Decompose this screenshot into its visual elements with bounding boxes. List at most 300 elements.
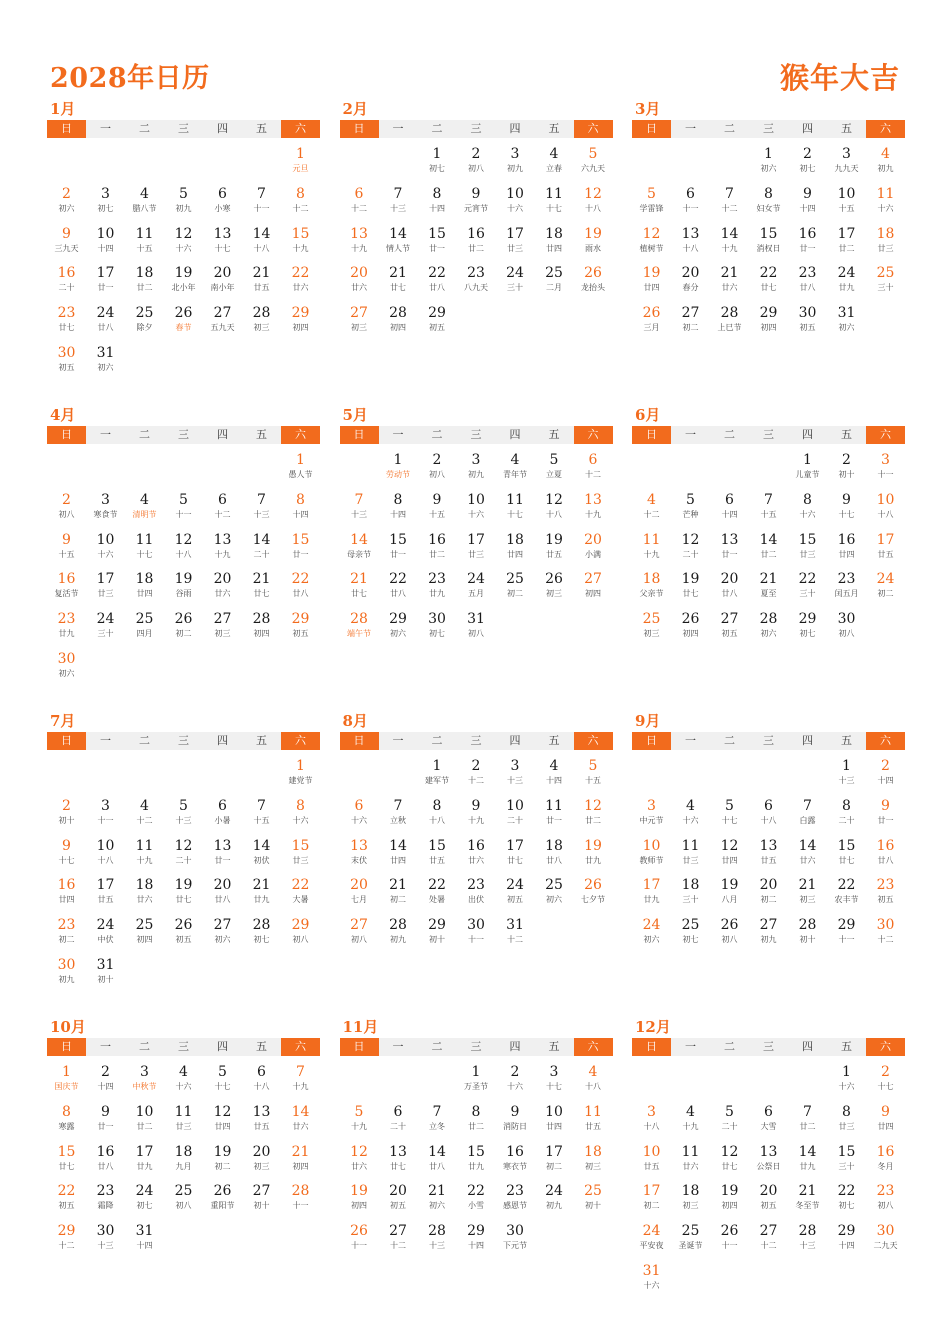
day-cell[interactable] bbox=[457, 834, 496, 874]
day-cell[interactable] bbox=[86, 488, 125, 528]
day-cell[interactable] bbox=[457, 1140, 496, 1180]
day-cell[interactable] bbox=[379, 261, 418, 301]
day-cell[interactable] bbox=[242, 261, 281, 301]
day-cell[interactable] bbox=[671, 301, 710, 341]
day-cell[interactable] bbox=[457, 448, 496, 488]
day-cell[interactable] bbox=[457, 142, 496, 182]
day-cell[interactable] bbox=[788, 1179, 827, 1219]
day-cell[interactable] bbox=[242, 1179, 281, 1219]
day-cell[interactable] bbox=[496, 488, 535, 528]
day-cell[interactable] bbox=[749, 301, 788, 341]
day-cell[interactable] bbox=[86, 341, 125, 381]
day-cell[interactable] bbox=[632, 1100, 671, 1140]
day-cell[interactable] bbox=[125, 488, 164, 528]
day-cell[interactable] bbox=[535, 261, 574, 301]
day-cell[interactable] bbox=[632, 607, 671, 647]
day-cell[interactable] bbox=[86, 1179, 125, 1219]
day-cell[interactable] bbox=[710, 913, 749, 953]
day-cell[interactable] bbox=[749, 794, 788, 834]
day-cell[interactable] bbox=[203, 873, 242, 913]
day-cell[interactable] bbox=[710, 567, 749, 607]
day-cell[interactable] bbox=[535, 182, 574, 222]
day-cell[interactable] bbox=[866, 1060, 905, 1100]
day-cell[interactable] bbox=[749, 1219, 788, 1259]
day-cell[interactable] bbox=[496, 182, 535, 222]
day-cell[interactable] bbox=[574, 182, 613, 222]
day-cell[interactable] bbox=[125, 1060, 164, 1100]
day-cell[interactable] bbox=[203, 913, 242, 953]
day-cell[interactable] bbox=[164, 913, 203, 953]
day-cell[interactable] bbox=[574, 754, 613, 794]
day-cell[interactable] bbox=[496, 1060, 535, 1100]
day-cell[interactable] bbox=[281, 261, 320, 301]
day-cell[interactable] bbox=[457, 261, 496, 301]
day-cell[interactable] bbox=[340, 182, 379, 222]
day-cell[interactable] bbox=[281, 913, 320, 953]
day-cell[interactable] bbox=[535, 528, 574, 568]
day-cell[interactable] bbox=[203, 834, 242, 874]
day-cell[interactable] bbox=[418, 607, 457, 647]
day-cell[interactable] bbox=[47, 528, 86, 568]
day-cell[interactable] bbox=[671, 1140, 710, 1180]
day-cell[interactable] bbox=[457, 567, 496, 607]
day-cell[interactable] bbox=[749, 261, 788, 301]
day-cell[interactable] bbox=[379, 1219, 418, 1259]
day-cell[interactable] bbox=[379, 488, 418, 528]
day-cell[interactable] bbox=[340, 607, 379, 647]
day-cell[interactable] bbox=[632, 1259, 671, 1299]
day-cell[interactable] bbox=[242, 794, 281, 834]
day-cell[interactable] bbox=[86, 913, 125, 953]
day-cell[interactable] bbox=[671, 607, 710, 647]
day-cell[interactable] bbox=[281, 301, 320, 341]
day-cell[interactable] bbox=[340, 261, 379, 301]
day-cell[interactable] bbox=[788, 488, 827, 528]
day-cell[interactable] bbox=[203, 528, 242, 568]
day-cell[interactable] bbox=[866, 142, 905, 182]
day-cell[interactable] bbox=[788, 301, 827, 341]
day-cell[interactable] bbox=[203, 1060, 242, 1100]
day-cell[interactable] bbox=[164, 488, 203, 528]
day-cell[interactable] bbox=[749, 222, 788, 262]
day-cell[interactable] bbox=[827, 873, 866, 913]
day-cell[interactable] bbox=[164, 182, 203, 222]
day-cell[interactable] bbox=[788, 567, 827, 607]
day-cell[interactable] bbox=[671, 488, 710, 528]
day-cell[interactable] bbox=[242, 567, 281, 607]
day-cell[interactable] bbox=[749, 142, 788, 182]
day-cell[interactable] bbox=[496, 1179, 535, 1219]
day-cell[interactable] bbox=[457, 1100, 496, 1140]
day-cell[interactable] bbox=[242, 834, 281, 874]
day-cell[interactable] bbox=[788, 448, 827, 488]
day-cell[interactable] bbox=[281, 873, 320, 913]
day-cell[interactable] bbox=[710, 301, 749, 341]
day-cell[interactable] bbox=[418, 301, 457, 341]
day-cell[interactable] bbox=[281, 528, 320, 568]
day-cell[interactable] bbox=[671, 528, 710, 568]
day-cell[interactable] bbox=[340, 567, 379, 607]
day-cell[interactable] bbox=[535, 873, 574, 913]
day-cell[interactable] bbox=[866, 222, 905, 262]
day-cell[interactable] bbox=[535, 1060, 574, 1100]
day-cell[interactable] bbox=[457, 488, 496, 528]
day-cell[interactable] bbox=[710, 261, 749, 301]
day-cell[interactable] bbox=[418, 182, 457, 222]
day-cell[interactable] bbox=[379, 301, 418, 341]
day-cell[interactable] bbox=[125, 873, 164, 913]
day-cell[interactable] bbox=[827, 488, 866, 528]
day-cell[interactable] bbox=[281, 1060, 320, 1100]
day-cell[interactable] bbox=[379, 222, 418, 262]
day-cell[interactable] bbox=[86, 1060, 125, 1100]
day-cell[interactable] bbox=[281, 834, 320, 874]
day-cell[interactable] bbox=[788, 1140, 827, 1180]
day-cell[interactable] bbox=[749, 1140, 788, 1180]
day-cell[interactable] bbox=[632, 794, 671, 834]
day-cell[interactable] bbox=[281, 142, 320, 182]
day-cell[interactable] bbox=[340, 1140, 379, 1180]
day-cell[interactable] bbox=[164, 607, 203, 647]
day-cell[interactable] bbox=[671, 1179, 710, 1219]
day-cell[interactable] bbox=[574, 142, 613, 182]
day-cell[interactable] bbox=[866, 873, 905, 913]
day-cell[interactable] bbox=[671, 834, 710, 874]
day-cell[interactable] bbox=[340, 488, 379, 528]
day-cell[interactable] bbox=[418, 222, 457, 262]
day-cell[interactable] bbox=[866, 1179, 905, 1219]
day-cell[interactable] bbox=[496, 261, 535, 301]
day-cell[interactable] bbox=[788, 794, 827, 834]
day-cell[interactable] bbox=[827, 1140, 866, 1180]
day-cell[interactable] bbox=[457, 222, 496, 262]
day-cell[interactable] bbox=[242, 488, 281, 528]
day-cell[interactable] bbox=[203, 1179, 242, 1219]
day-cell[interactable] bbox=[203, 794, 242, 834]
day-cell[interactable] bbox=[496, 1100, 535, 1140]
day-cell[interactable] bbox=[379, 873, 418, 913]
day-cell[interactable] bbox=[574, 567, 613, 607]
day-cell[interactable] bbox=[281, 488, 320, 528]
day-cell[interactable] bbox=[749, 607, 788, 647]
day-cell[interactable] bbox=[418, 567, 457, 607]
day-cell[interactable] bbox=[47, 794, 86, 834]
day-cell[interactable] bbox=[203, 301, 242, 341]
day-cell[interactable] bbox=[496, 142, 535, 182]
day-cell[interactable] bbox=[632, 913, 671, 953]
day-cell[interactable] bbox=[242, 913, 281, 953]
day-cell[interactable] bbox=[632, 182, 671, 222]
day-cell[interactable] bbox=[535, 448, 574, 488]
day-cell[interactable] bbox=[535, 222, 574, 262]
day-cell[interactable] bbox=[379, 913, 418, 953]
day-cell[interactable] bbox=[47, 1060, 86, 1100]
day-cell[interactable] bbox=[340, 794, 379, 834]
day-cell[interactable] bbox=[632, 1179, 671, 1219]
day-cell[interactable] bbox=[86, 1140, 125, 1180]
day-cell[interactable] bbox=[496, 754, 535, 794]
day-cell[interactable] bbox=[632, 222, 671, 262]
day-cell[interactable] bbox=[788, 222, 827, 262]
day-cell[interactable] bbox=[866, 913, 905, 953]
day-cell[interactable] bbox=[379, 1100, 418, 1140]
day-cell[interactable] bbox=[242, 1060, 281, 1100]
day-cell[interactable] bbox=[788, 1100, 827, 1140]
day-cell[interactable] bbox=[47, 834, 86, 874]
day-cell[interactable] bbox=[47, 913, 86, 953]
day-cell[interactable] bbox=[632, 261, 671, 301]
day-cell[interactable] bbox=[827, 913, 866, 953]
day-cell[interactable] bbox=[866, 261, 905, 301]
day-cell[interactable] bbox=[574, 794, 613, 834]
day-cell[interactable] bbox=[827, 567, 866, 607]
day-cell[interactable] bbox=[242, 301, 281, 341]
day-cell[interactable] bbox=[86, 873, 125, 913]
day-cell[interactable] bbox=[418, 1219, 457, 1259]
day-cell[interactable] bbox=[788, 913, 827, 953]
day-cell[interactable] bbox=[47, 1100, 86, 1140]
day-cell[interactable] bbox=[710, 873, 749, 913]
day-cell[interactable] bbox=[574, 1060, 613, 1100]
day-cell[interactable] bbox=[203, 182, 242, 222]
day-cell[interactable] bbox=[281, 607, 320, 647]
day-cell[interactable] bbox=[418, 261, 457, 301]
day-cell[interactable] bbox=[866, 182, 905, 222]
day-cell[interactable] bbox=[788, 528, 827, 568]
day-cell[interactable] bbox=[281, 754, 320, 794]
day-cell[interactable] bbox=[47, 261, 86, 301]
day-cell[interactable] bbox=[125, 1100, 164, 1140]
day-cell[interactable] bbox=[574, 222, 613, 262]
day-cell[interactable] bbox=[242, 528, 281, 568]
day-cell[interactable] bbox=[496, 567, 535, 607]
day-cell[interactable] bbox=[125, 567, 164, 607]
day-cell[interactable] bbox=[710, 528, 749, 568]
day-cell[interactable] bbox=[632, 488, 671, 528]
day-cell[interactable] bbox=[496, 448, 535, 488]
day-cell[interactable] bbox=[535, 1140, 574, 1180]
day-cell[interactable] bbox=[86, 1100, 125, 1140]
day-cell[interactable] bbox=[86, 607, 125, 647]
day-cell[interactable] bbox=[164, 1100, 203, 1140]
day-cell[interactable] bbox=[671, 182, 710, 222]
day-cell[interactable] bbox=[749, 182, 788, 222]
day-cell[interactable] bbox=[866, 567, 905, 607]
day-cell[interactable] bbox=[574, 1100, 613, 1140]
day-cell[interactable] bbox=[203, 567, 242, 607]
day-cell[interactable] bbox=[535, 1100, 574, 1140]
day-cell[interactable] bbox=[86, 261, 125, 301]
day-cell[interactable] bbox=[457, 1060, 496, 1100]
day-cell[interactable] bbox=[379, 794, 418, 834]
day-cell[interactable] bbox=[379, 1140, 418, 1180]
day-cell[interactable] bbox=[827, 834, 866, 874]
day-cell[interactable] bbox=[496, 1140, 535, 1180]
day-cell[interactable] bbox=[827, 222, 866, 262]
day-cell[interactable] bbox=[164, 1140, 203, 1180]
day-cell[interactable] bbox=[457, 794, 496, 834]
day-cell[interactable] bbox=[457, 182, 496, 222]
day-cell[interactable] bbox=[418, 1179, 457, 1219]
day-cell[interactable] bbox=[281, 567, 320, 607]
day-cell[interactable] bbox=[340, 301, 379, 341]
day-cell[interactable] bbox=[671, 1100, 710, 1140]
day-cell[interactable] bbox=[788, 261, 827, 301]
day-cell[interactable] bbox=[340, 222, 379, 262]
day-cell[interactable] bbox=[164, 834, 203, 874]
day-cell[interactable] bbox=[574, 488, 613, 528]
day-cell[interactable] bbox=[632, 567, 671, 607]
day-cell[interactable] bbox=[379, 607, 418, 647]
day-cell[interactable] bbox=[457, 528, 496, 568]
day-cell[interactable] bbox=[340, 834, 379, 874]
day-cell[interactable] bbox=[203, 222, 242, 262]
day-cell[interactable] bbox=[47, 182, 86, 222]
day-cell[interactable] bbox=[788, 142, 827, 182]
day-cell[interactable] bbox=[749, 528, 788, 568]
day-cell[interactable] bbox=[203, 607, 242, 647]
day-cell[interactable] bbox=[671, 873, 710, 913]
day-cell[interactable] bbox=[281, 1100, 320, 1140]
day-cell[interactable] bbox=[457, 754, 496, 794]
day-cell[interactable] bbox=[125, 794, 164, 834]
day-cell[interactable] bbox=[418, 1100, 457, 1140]
day-cell[interactable] bbox=[827, 448, 866, 488]
day-cell[interactable] bbox=[632, 1219, 671, 1259]
day-cell[interactable] bbox=[827, 794, 866, 834]
day-cell[interactable] bbox=[574, 1179, 613, 1219]
day-cell[interactable] bbox=[418, 528, 457, 568]
day-cell[interactable] bbox=[827, 528, 866, 568]
day-cell[interactable] bbox=[164, 1179, 203, 1219]
day-cell[interactable] bbox=[866, 834, 905, 874]
day-cell[interactable] bbox=[749, 1100, 788, 1140]
day-cell[interactable] bbox=[749, 567, 788, 607]
day-cell[interactable] bbox=[827, 1100, 866, 1140]
day-cell[interactable] bbox=[496, 834, 535, 874]
day-cell[interactable] bbox=[340, 913, 379, 953]
day-cell[interactable] bbox=[164, 1060, 203, 1100]
day-cell[interactable] bbox=[242, 222, 281, 262]
day-cell[interactable] bbox=[632, 528, 671, 568]
day-cell[interactable] bbox=[749, 834, 788, 874]
day-cell[interactable] bbox=[281, 182, 320, 222]
day-cell[interactable] bbox=[574, 448, 613, 488]
day-cell[interactable] bbox=[125, 222, 164, 262]
day-cell[interactable] bbox=[47, 301, 86, 341]
day-cell[interactable] bbox=[749, 1179, 788, 1219]
day-cell[interactable] bbox=[164, 567, 203, 607]
day-cell[interactable] bbox=[710, 1219, 749, 1259]
day-cell[interactable] bbox=[710, 182, 749, 222]
day-cell[interactable] bbox=[203, 1100, 242, 1140]
day-cell[interactable] bbox=[535, 834, 574, 874]
day-cell[interactable] bbox=[379, 182, 418, 222]
day-cell[interactable] bbox=[749, 873, 788, 913]
day-cell[interactable] bbox=[574, 1140, 613, 1180]
day-cell[interactable] bbox=[671, 222, 710, 262]
day-cell[interactable] bbox=[749, 488, 788, 528]
day-cell[interactable] bbox=[86, 528, 125, 568]
day-cell[interactable] bbox=[749, 913, 788, 953]
day-cell[interactable] bbox=[125, 528, 164, 568]
day-cell[interactable] bbox=[125, 834, 164, 874]
day-cell[interactable] bbox=[418, 142, 457, 182]
day-cell[interactable] bbox=[242, 1100, 281, 1140]
day-cell[interactable] bbox=[125, 1140, 164, 1180]
day-cell[interactable] bbox=[710, 794, 749, 834]
day-cell[interactable] bbox=[496, 1219, 535, 1259]
day-cell[interactable] bbox=[866, 794, 905, 834]
day-cell[interactable] bbox=[788, 834, 827, 874]
day-cell[interactable] bbox=[788, 1219, 827, 1259]
day-cell[interactable] bbox=[710, 488, 749, 528]
day-cell[interactable] bbox=[418, 873, 457, 913]
day-cell[interactable] bbox=[379, 834, 418, 874]
day-cell[interactable] bbox=[340, 1219, 379, 1259]
day-cell[interactable] bbox=[827, 754, 866, 794]
day-cell[interactable] bbox=[827, 142, 866, 182]
day-cell[interactable] bbox=[47, 607, 86, 647]
day-cell[interactable] bbox=[340, 528, 379, 568]
day-cell[interactable] bbox=[788, 182, 827, 222]
day-cell[interactable] bbox=[47, 222, 86, 262]
day-cell[interactable] bbox=[866, 1219, 905, 1259]
day-cell[interactable] bbox=[496, 528, 535, 568]
day-cell[interactable] bbox=[827, 261, 866, 301]
day-cell[interactable] bbox=[496, 222, 535, 262]
day-cell[interactable] bbox=[827, 1060, 866, 1100]
day-cell[interactable] bbox=[418, 488, 457, 528]
day-cell[interactable] bbox=[86, 1219, 125, 1259]
day-cell[interactable] bbox=[866, 448, 905, 488]
day-cell[interactable] bbox=[242, 182, 281, 222]
day-cell[interactable] bbox=[47, 873, 86, 913]
day-cell[interactable] bbox=[125, 1219, 164, 1259]
day-cell[interactable] bbox=[671, 1219, 710, 1259]
day-cell[interactable] bbox=[125, 913, 164, 953]
day-cell[interactable] bbox=[47, 341, 86, 381]
day-cell[interactable] bbox=[457, 607, 496, 647]
day-cell[interactable] bbox=[47, 1179, 86, 1219]
day-cell[interactable] bbox=[827, 607, 866, 647]
day-cell[interactable] bbox=[379, 1179, 418, 1219]
day-cell[interactable] bbox=[125, 182, 164, 222]
day-cell[interactable] bbox=[574, 528, 613, 568]
day-cell[interactable] bbox=[535, 142, 574, 182]
day-cell[interactable] bbox=[535, 1179, 574, 1219]
day-cell[interactable] bbox=[418, 794, 457, 834]
day-cell[interactable] bbox=[866, 1100, 905, 1140]
day-cell[interactable] bbox=[535, 567, 574, 607]
day-cell[interactable] bbox=[281, 1179, 320, 1219]
day-cell[interactable] bbox=[632, 301, 671, 341]
day-cell[interactable] bbox=[86, 794, 125, 834]
day-cell[interactable] bbox=[632, 1140, 671, 1180]
day-cell[interactable] bbox=[86, 222, 125, 262]
day-cell[interactable] bbox=[418, 834, 457, 874]
day-cell[interactable] bbox=[457, 873, 496, 913]
day-cell[interactable] bbox=[47, 488, 86, 528]
day-cell[interactable] bbox=[827, 1219, 866, 1259]
day-cell[interactable] bbox=[125, 607, 164, 647]
day-cell[interactable] bbox=[457, 1219, 496, 1259]
day-cell[interactable] bbox=[535, 488, 574, 528]
day-cell[interactable] bbox=[203, 488, 242, 528]
day-cell[interactable] bbox=[47, 647, 86, 687]
day-cell[interactable] bbox=[671, 567, 710, 607]
day-cell[interactable] bbox=[164, 873, 203, 913]
